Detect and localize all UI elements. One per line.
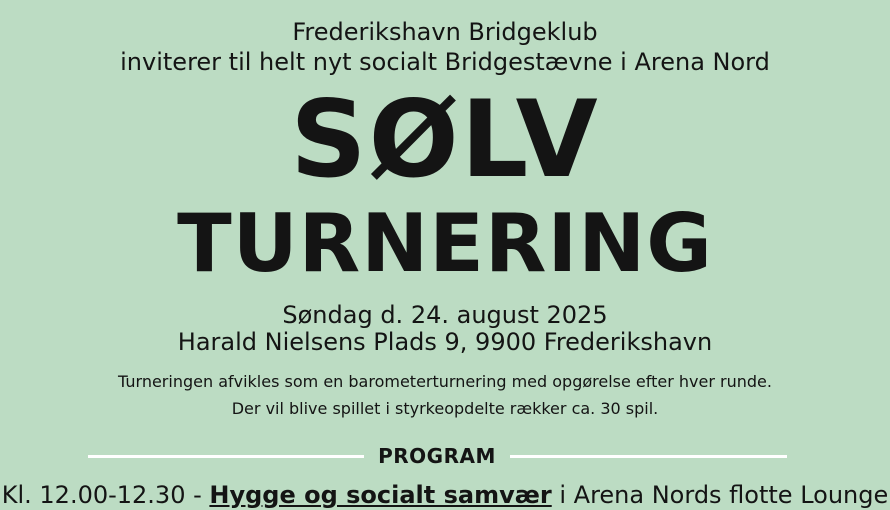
event-title-line-2: TURNERING <box>177 197 713 290</box>
divider-right <box>510 455 787 458</box>
program-item <box>0 480 890 510</box>
divider-left <box>88 455 364 458</box>
description-line-2: Der vil blive spillet i styrkeopdelte rækker ca. 30 spil. <box>231 399 659 418</box>
program-heading: PROGRAM <box>378 444 496 468</box>
club-name: Frederikshavn Bridgeklub <box>292 18 598 46</box>
program-item-detail: i Arena Nords flotte Lounge <box>551 481 889 509</box>
invitation-text: inviterer til helt nyt socialt Bridgestævne i Arena Nord <box>120 48 770 76</box>
program-item-time: Kl. 12.00-12.30 - <box>1 481 210 509</box>
description-line-1: Turneringen afvikles som en barometerturnering med opgørelse efter hver runde. <box>118 372 772 391</box>
event-title-line-1: SØLV <box>290 78 600 201</box>
event-date: Søndag d. 24. august 2025 <box>282 301 608 329</box>
program-heading-row <box>0 441 890 471</box>
program-item-title: Hygge og socialt samvær <box>209 481 552 509</box>
event-address: Harald Nielsens Plads 9, 9900 Frederikshavn <box>177 328 713 356</box>
